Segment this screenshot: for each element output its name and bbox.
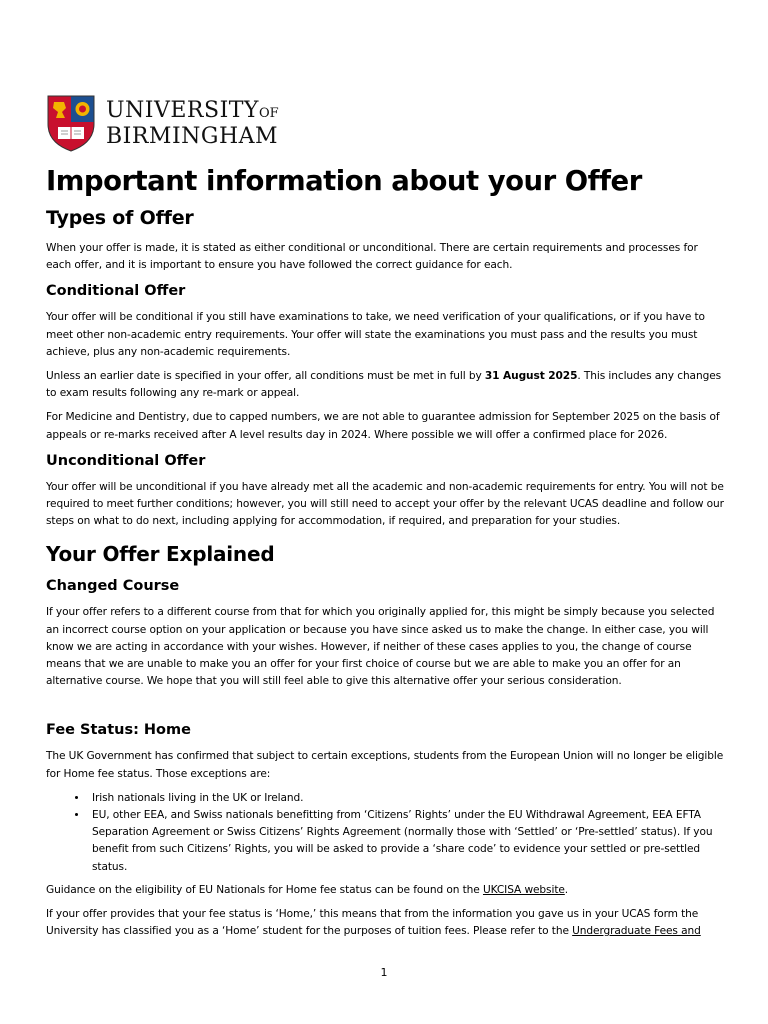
ukcisa-link[interactable]: UKCISA website [482, 883, 565, 896]
subheading-changed-course: Changed Course [46, 578, 180, 595]
wordmark-of: OF [258, 105, 279, 121]
page-number: 1 [380, 966, 388, 979]
conditional-p2-start: Unless an earlier date is specified in your offer, all conditions must be met in full by [46, 370, 485, 383]
document-body [46, 162, 726, 947]
guidance-end: . [564, 883, 569, 896]
guidance-text: Guidance on the eligibility of EU Nationals for Home fee status can be found on the [46, 883, 483, 896]
home-status-text: If your offer provides that your fee status is ‘Home,’ this means that from the information you gave us in your UCAS form the University has classified you as a ‘Home’ student for the purposes of tuition fees. Please refer to the [46, 908, 699, 938]
university-logo [46, 94, 279, 152]
types-intro: When your offer is made, it is stated as either conditional or unconditional. There are certain requirements and processes for each offer, and it is important to ensure you have followed the correct guidance for each. [46, 242, 698, 272]
fee-status-paragraph: The UK Government has confirmed that subject to certain exceptions, students from the European Union will no longer be eligible for Home fee status. Those exceptions are: [46, 750, 724, 780]
subheading-conditional: Conditional Offer [46, 283, 186, 300]
page-title: Important information about your Offer [46, 165, 642, 197]
unconditional-paragraph: Your offer will be unconditional if you have already met all the academic and non-academic requirements for entry. You will not be required to meet further conditions; however, you will still need to accept your offer by the relevant UCAS deadline and follow our steps on what to do next, including applying for accommodation, if required, and preparation for your studies. [46, 480, 724, 528]
conditional-p2-end: . This includes any changes to exam results following any re-mark or appeal. [46, 370, 722, 400]
list-item: • EU, other EEA, and Swiss nationals benefitting from ‘Citizens’ Rights’ under the EU Withdrawal Agreement, EEA EFTA Separation Agreement or Swiss Citizens’ Rights Agreement (normally those with ‘Settled’ or ‘Pre-settled’ status). If you benefit from such Citizens’ Rights, you will be asked to provide a ‘share code’ to evidence your settled or pre-settled status. [88, 807, 726, 876]
undergraduate-fees-link[interactable]: Undergraduate Fees and [572, 925, 701, 938]
university-wordmark [106, 99, 279, 148]
list-item: • Irish nationals living in the UK or Ireland. [88, 790, 726, 807]
wordmark-line1: UNIVERSITY [106, 97, 259, 123]
subheading-unconditional: Unconditional Offer [46, 452, 206, 469]
subheading-fee-status: Fee Status: Home [46, 722, 191, 739]
conditional-paragraph-1: Your offer will be conditional if you still have examinations to take, we need verification of your qualifications, or if you have to meet other non-academic entry requirements. Your offer will state the examinations you must pass and the results you must achieve, plus any non-academic requirements. [46, 311, 705, 358]
deadline-date: 31 August 2025 [484, 370, 578, 383]
section-heading-types: Types of Offer [46, 207, 194, 229]
changed-course-paragraph: If your offer refers to a different course from that for which you originally applied for, this might be simply because you selected an incorrect course option on your application or because you have since asked us to make the change. In either case, you will know we are acting in accordance with your wishes. However, if neither of these cases applies to you, the change of course means that we are unable to make you an offer for your first choice of course but we are able to make you an offer for an alternative course. We hope that you will still feel able to give this alternative offer your serious consideration. [46, 606, 715, 688]
home-status-paragraph [46, 906, 726, 940]
guidance-paragraph [46, 882, 726, 899]
university-crest-icon [46, 94, 96, 152]
wordmark-line2: BIRMINGHAM [106, 123, 279, 149]
section-heading-explained: Your Offer Explained [46, 542, 275, 567]
conditional-paragraph-3: For Medicine and Dentistry, due to capped numbers, we are not able to guarantee admission for September 2025 on the basis of appeals or re-marks received after A level results day in 2024. Where possible we will offer a confirmed place for 2026. [46, 411, 720, 441]
fee-exceptions-list [46, 790, 726, 876]
conditional-paragraph-2 [46, 368, 726, 402]
